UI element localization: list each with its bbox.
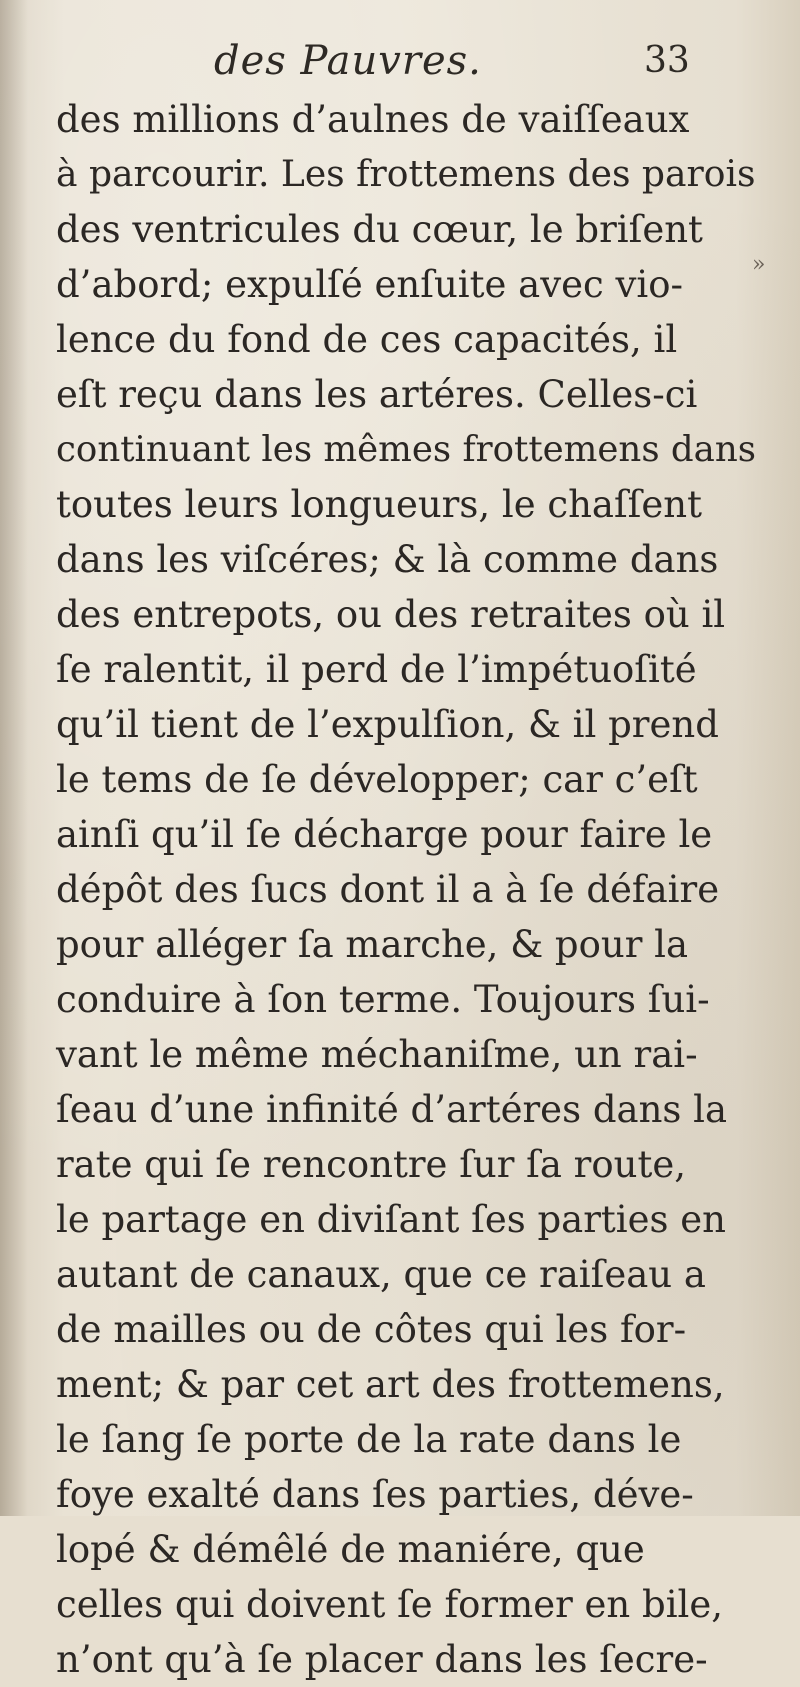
text-line: qu’il tient de l’expulſion, & il prend	[56, 703, 719, 746]
body-text	[56, 92, 756, 1687]
text-line: n’ont qu’à ſe placer dans les ſecre-	[56, 1638, 708, 1681]
text-line: toutes leurs longueurs, le chaſſent	[56, 483, 702, 526]
text-line: eſt reçu dans les artéres. Celles-ci	[56, 373, 698, 416]
text-line: dépôt des ſucs dont il a à ſe défaire	[56, 868, 720, 911]
text-line: le partage en diviſant ſes parties en	[56, 1198, 726, 1241]
text-line: d’abord; expulſé enſuite avec vio-	[56, 263, 683, 306]
text-line: ainſi qu’il ſe décharge pour faire le	[56, 813, 713, 856]
text-line: à parcourir. Les frottemens des parois	[56, 153, 756, 195]
text-line: lopé & démêlé de maniére, que	[56, 1528, 645, 1571]
text-line: le ſang ſe porte de la rate dans le	[56, 1418, 682, 1461]
page-edge-shadow	[0, 0, 28, 1516]
text-line: conduire à ſon terme. Toujours ſui-	[56, 978, 710, 1021]
text-line: des millions d’aulnes de vaiſſeaux	[56, 98, 690, 141]
text-line: celles qui doivent ſe former en bile,	[56, 1583, 724, 1626]
text-line: foye exalté dans ſes parties, déve-	[56, 1473, 694, 1516]
page-number: 33	[644, 40, 690, 81]
text-line: dans les viſcéres; & là comme dans	[56, 538, 719, 581]
text-line: de mailles ou de côtes qui les for-	[56, 1308, 687, 1351]
text-line: pour alléger ſa marche, & pour la	[56, 923, 689, 966]
margin-mark: »	[752, 252, 766, 277]
text-line: ſeau d’une infinité d’artéres dans la	[56, 1088, 728, 1131]
text-line: ment; & par cet art des frottemens,	[56, 1363, 725, 1406]
text-line: des ventricules du cœur, le briſent	[56, 208, 703, 251]
text-line: autant de canaux, que ce raiſeau a	[56, 1253, 706, 1296]
text-line: continuant les mêmes frottemens dans	[56, 429, 757, 470]
text-line: lence du fond de ces capacités, il	[56, 318, 678, 361]
text-line: rate qui ſe rencontre ſur ſa route,	[56, 1143, 686, 1186]
running-head: des Pauvres.	[214, 38, 482, 84]
text-line: vant le même méchaniſme, un rai-	[56, 1033, 698, 1076]
text-line: ſe ralentit, il perd de l’impétuoſité	[56, 648, 697, 691]
text-line: des entrepots, ou des retraites où il	[56, 593, 726, 636]
text-line: le tems de ſe développer; car c’eſt	[56, 758, 698, 801]
